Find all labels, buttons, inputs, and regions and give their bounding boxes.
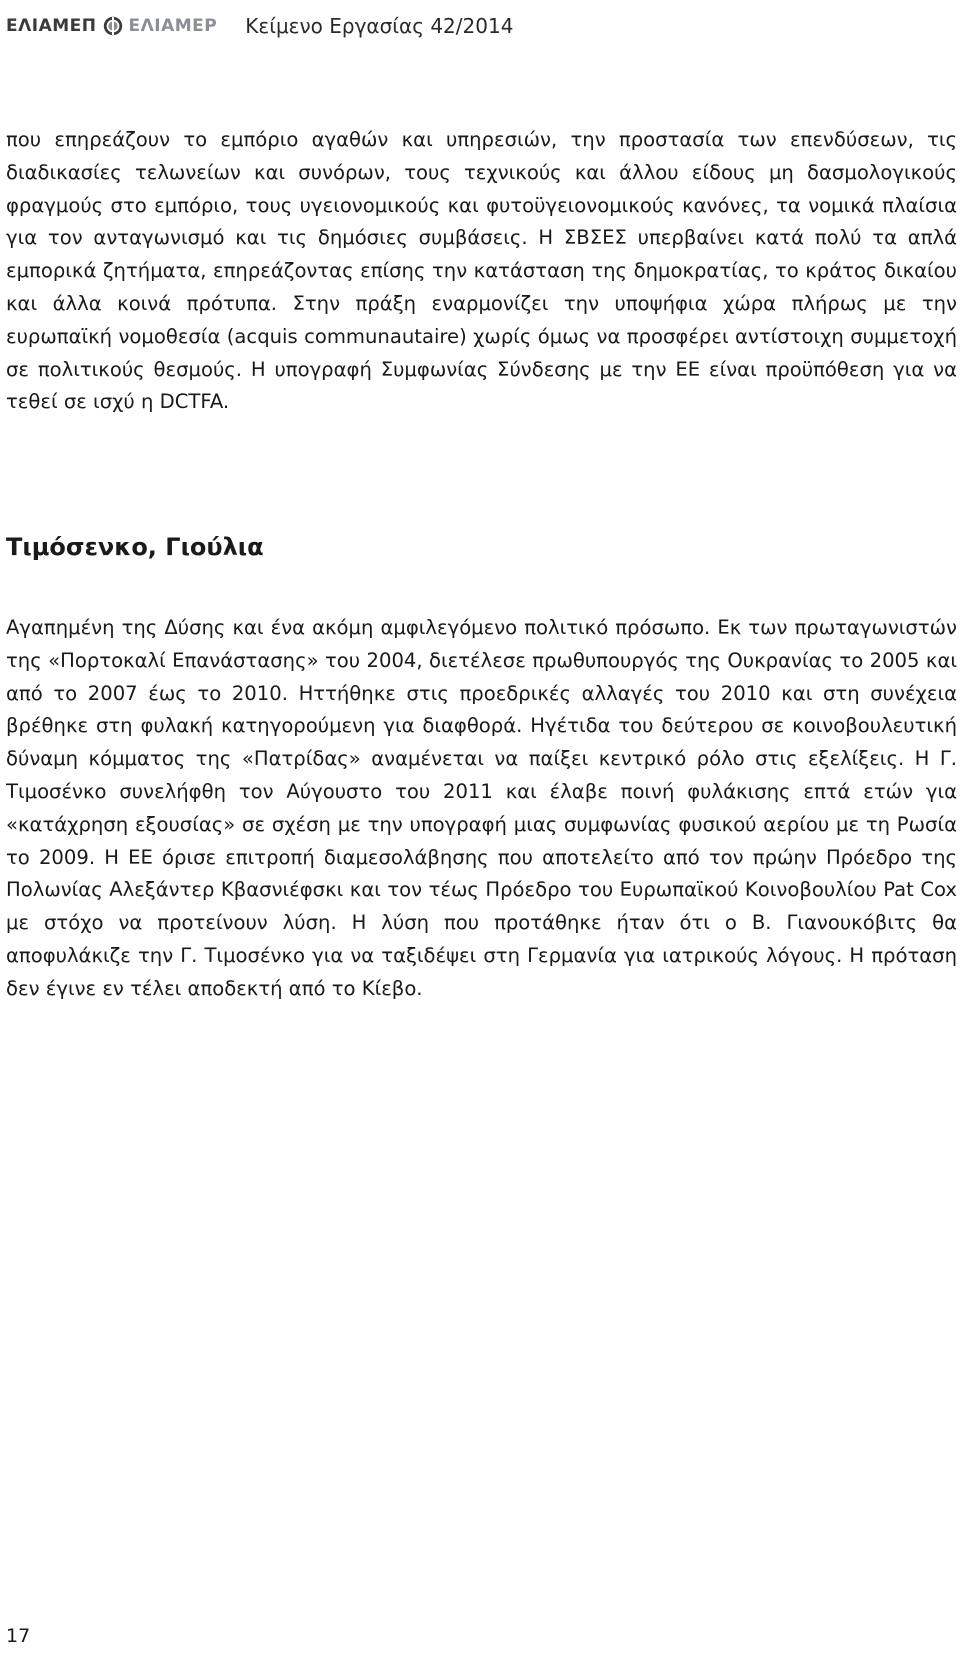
body-paragraph: Αγαπημένη της Δύσης και ένα ακόμη αμφιλεγόμενο πολιτικό πρόσωπο. Εκ των πρωταγωνιστών της «Πορτοκαλί Επανάστασης» του 2004, διετέλεσε πρωθυπουργός της Ουκρανίας το 2005 και από το 2007 έως το 2010. Ηττήθηκε στις προεδρικές αλλαγές του 2010 και στη συνέχεια βρέθηκε στη φυλακή κατηγορούμενη για διαφθορά. Ηγέτιδα του δεύτερου σε κοινοβουλευτική δύναμη κόμματος της «Πατρίδας» αναμένεται να παίξει κεντρικό ρόλο στις εξελίξεις. Η Γ. Τιμοσένκο συνελήφθη τον Αύγουστο του 2011 και έλαβε ποινή φυλάκισης επτά ετών για «κατάχρηση εξουσίας» σε σχέση με την υπογραφή μιας συμφωνίας φυσικού αερίου με τη Ρωσία το 2009. Η ΕΕ όρισε επιτροπή διαμεσολάβησης που αποτελείτο από τον πρώην Πρόεδρο της Πολωνίας Αλεξάντερ Κβασνιέφσκι και τον τέως Πρόεδρο του Ευρωπαϊκού Κοινοβουλίου Pat Cox με στόχο να προτείνουν λύση. Η λύση που προτάθηκε ήταν ότι ο Β. Γιανουκόβιτς θα αποφυλάκιζε την Γ. Τιμοσένκο για να ταξιδέψει στη Γερμανία για ιατρικούς λόγους. Η πρόταση δεν έγινε εν τέλει αποδεκτή από το Κίεβο.	[6, 616, 957, 1000]
document-title: Κείμενο Εργασίας 42/2014	[245, 14, 514, 38]
eliamep-emblem-icon	[103, 16, 123, 36]
body-section-2	[6, 612, 957, 1006]
section-heading: Τιμόσενκο, Γιούλια	[6, 533, 264, 561]
page-header	[6, 10, 946, 42]
logo-text-english: ΕΛΙΑΜΕΡ	[128, 16, 218, 36]
body-paragraph: που επηρεάζουν το εμπόριο αγαθών και υπηρεσιών, την προστασία των επενδύσεων, τις διαδικασίες τελωνείων και συνόρων, τους τεχνικούς και άλλου είδους μη δασμολογικούς φραγμούς στο εμπόριο, τους υγειονομικούς και φυτοϋγειονομικούς κανόνες, τα νομικά πλαίσια για τον ανταγωνισμό και τις δημόσιες συμβάσεις. Η ΣΒΣΕΣ υπερβαίνει κατά πολύ τα απλά εμπορικά ζητήματα, επηρεάζοντας επίσης την κατάσταση της δημοκρατίας, το κράτος δικαίου και άλλα κοινά πρότυπα. Στην πράξη εναρμονίζει την υποψήφια χώρα πλήρως με την ευρωπαϊκή νομοθεσία (acquis communautaire) χωρίς όμως να προσφέρει αντίστοιχη συμμετοχή σε πολιτικούς θεσμούς. Η υπογραφή Συμφωνίας Σύνδεσης με την ΕΕ είναι προϋπόθεση για να τεθεί σε ισχύ η DCTFA.	[6, 128, 957, 414]
body-section-1	[6, 124, 957, 419]
page-number: 17	[6, 1625, 31, 1647]
logo-text-greek: ΕΛΙΑΜΕΠ	[6, 16, 97, 36]
eliamep-logo	[6, 16, 217, 36]
